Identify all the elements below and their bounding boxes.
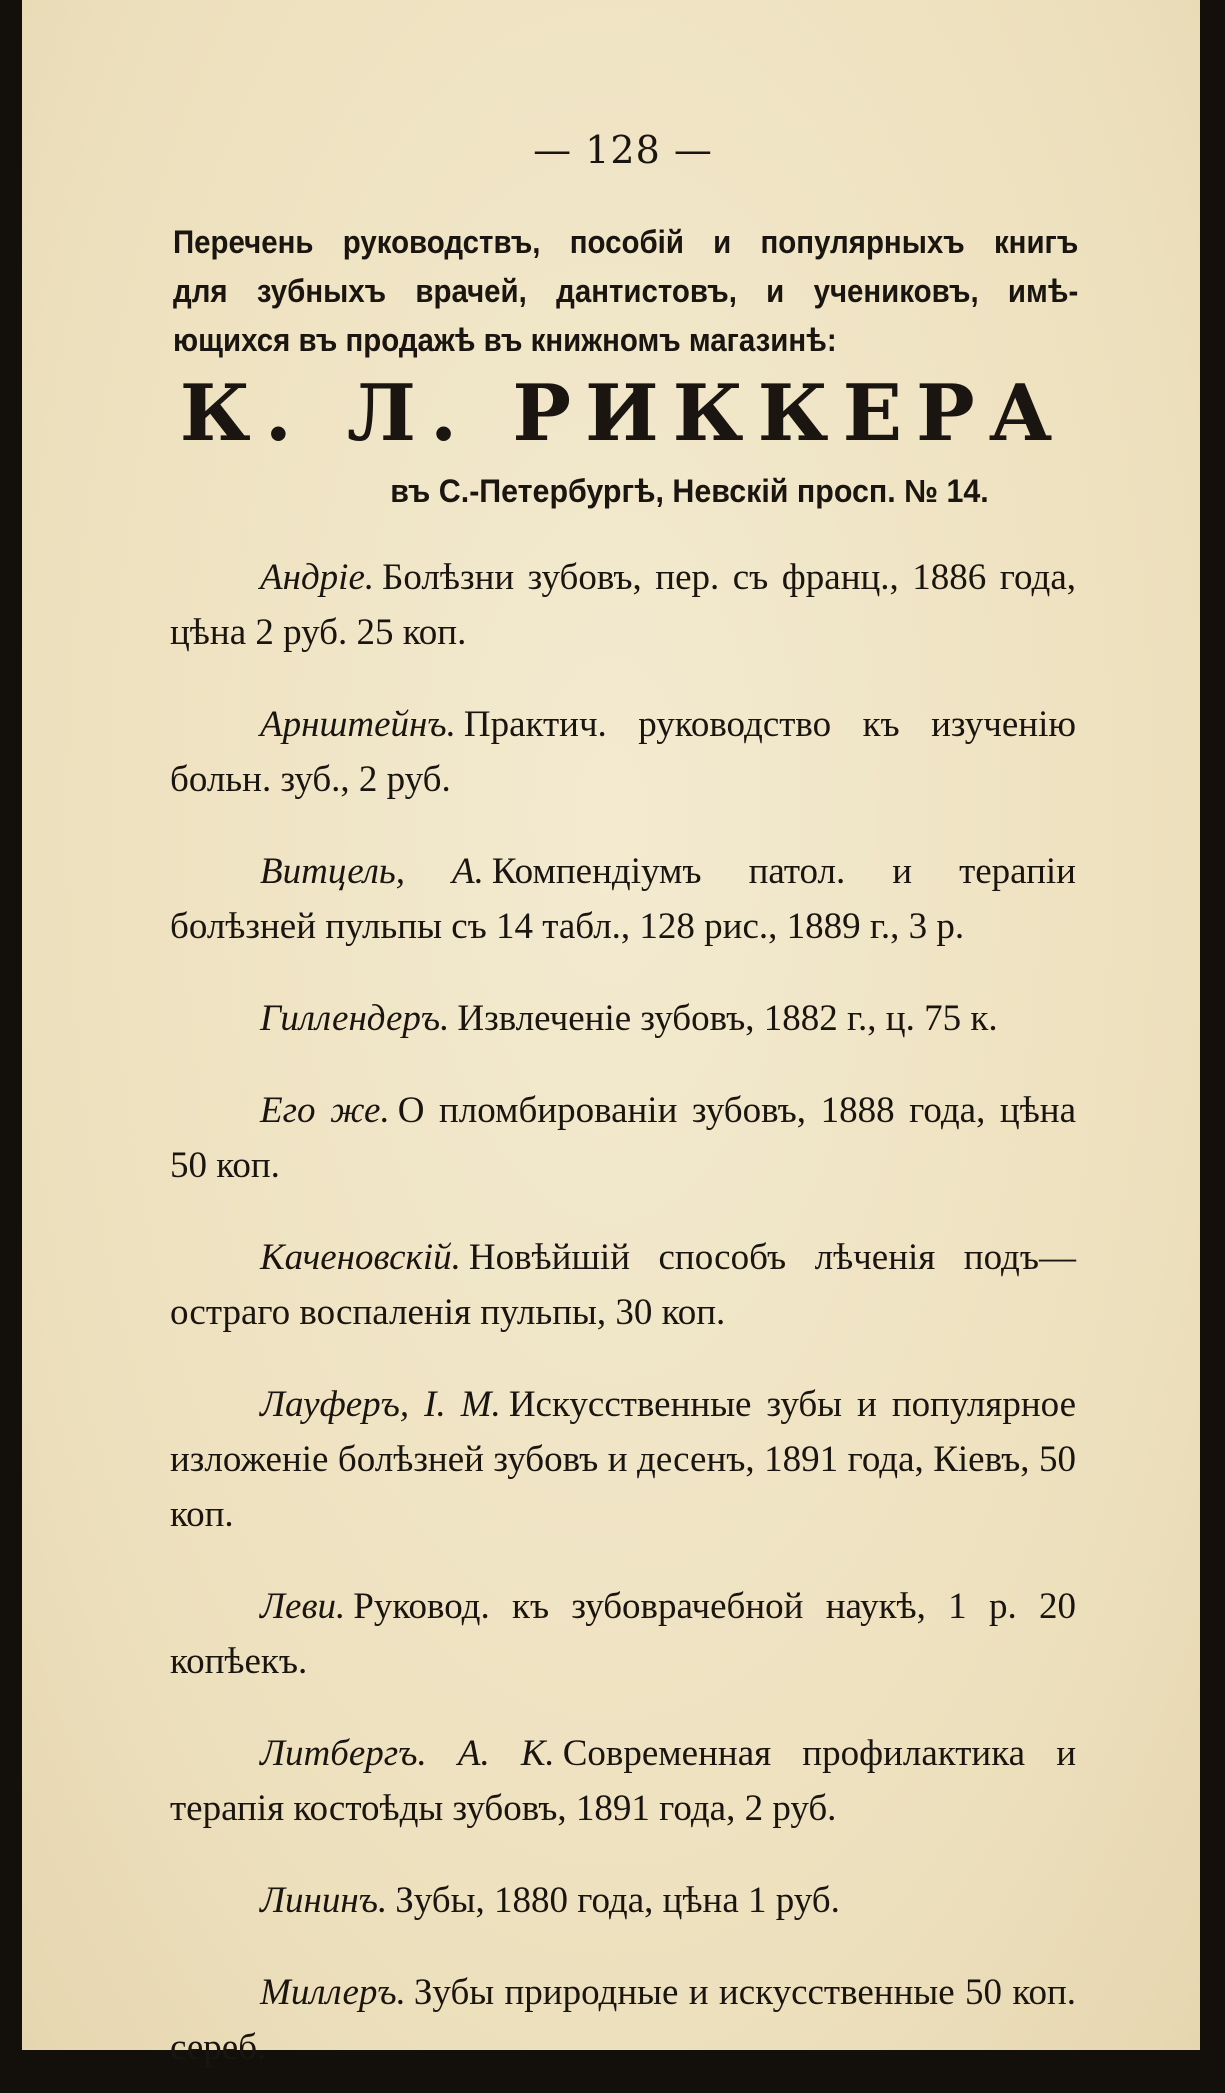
book-description: Современная профилактика и терапія костоѣды зубовъ, 1891 года, 2 руб. bbox=[170, 1733, 1077, 1829]
book-entry bbox=[170, 1230, 1076, 1340]
book-description: Зубы, 1880 года, цѣна 1 руб. bbox=[395, 1880, 840, 1921]
book-entry bbox=[170, 991, 1076, 1046]
book-entry bbox=[170, 1377, 1076, 1542]
publisher-name: К. Л. РИККЕРА bbox=[179, 368, 1067, 459]
book-page bbox=[22, 0, 1200, 2068]
book-author: Литбергъ. А. К. bbox=[260, 1733, 555, 1774]
book-entry bbox=[170, 1873, 1076, 1928]
book-author: Его же. bbox=[260, 1090, 390, 1131]
heading-line: Перечень руководствъ, пособій и популярныхъ книгъ bbox=[173, 224, 1079, 260]
book-author: Гиллендеръ. bbox=[260, 998, 450, 1039]
book-author: Каченовскій. bbox=[260, 1237, 461, 1278]
page-text bbox=[170, 128, 1079, 2093]
book-author: Витцель, А. bbox=[260, 851, 484, 892]
book-description: О пломбированіи зубовъ, 1888 года, цѣна 50 коп. bbox=[170, 1090, 1077, 1186]
book-author: Лауферъ, І. М. bbox=[260, 1384, 501, 1425]
book-author: Миллеръ. bbox=[260, 1972, 406, 2013]
book-author: Арнштейнъ. bbox=[260, 704, 456, 745]
book-entry bbox=[170, 1083, 1076, 1193]
book-author: Андріе. bbox=[260, 557, 375, 598]
book-entry bbox=[170, 1579, 1076, 1689]
book-description: Болѣзни зубовъ, пер. съ франц., 1886 года, цѣна 2 руб. 25 коп. bbox=[170, 557, 1076, 653]
book-author: Лининъ. bbox=[260, 1880, 388, 1921]
book-entry bbox=[170, 844, 1076, 954]
book-description: Компендіумъ патол. и терапіи болѣзней пульпы съ 14 табл., 128 рис., 1889 г., 3 р. bbox=[170, 851, 1076, 947]
book-list bbox=[170, 550, 1076, 2075]
book-entry bbox=[170, 1965, 1076, 2075]
book-description: Зубы природные и искусственные 50 коп. сереб. bbox=[170, 1972, 1076, 2068]
book-entry bbox=[170, 1726, 1076, 1836]
book-entry bbox=[170, 697, 1076, 807]
heading-line: ющихся въ продажѣ въ книжномъ магазинѣ: bbox=[173, 322, 837, 358]
book-entry bbox=[170, 550, 1076, 660]
book-description: Практич. руководство къ изученію больн. зуб., 2 руб. bbox=[170, 704, 1076, 800]
book-description: Новѣйшій способъ лѣченія подъ— остраго воспаленія пульпы, 30 коп. bbox=[170, 1237, 1076, 1333]
catalog-heading bbox=[173, 218, 1078, 365]
book-author: Леви. bbox=[260, 1586, 346, 1627]
heading-line: для зубныхъ врачей, дантистовъ, и учениковъ, имѣ- bbox=[173, 273, 1079, 309]
book-description: Искусственные зубы и популярное изложеніе болѣзней зубовъ и десенъ, 1891 года, Кіевъ, 50 коп. bbox=[170, 1384, 1076, 1535]
book-description: Извлеченіе зубовъ, 1882 г., ц. 75 к. bbox=[457, 998, 998, 1039]
page-number: — 128 — bbox=[533, 128, 713, 172]
book-description: Руковод. къ зубоврачебной наукѣ, 1 р. 20 копѣекъ. bbox=[170, 1586, 1076, 1682]
publisher-address: въ С.-Петербургѣ, Невскій просп. № 14. bbox=[390, 473, 989, 509]
